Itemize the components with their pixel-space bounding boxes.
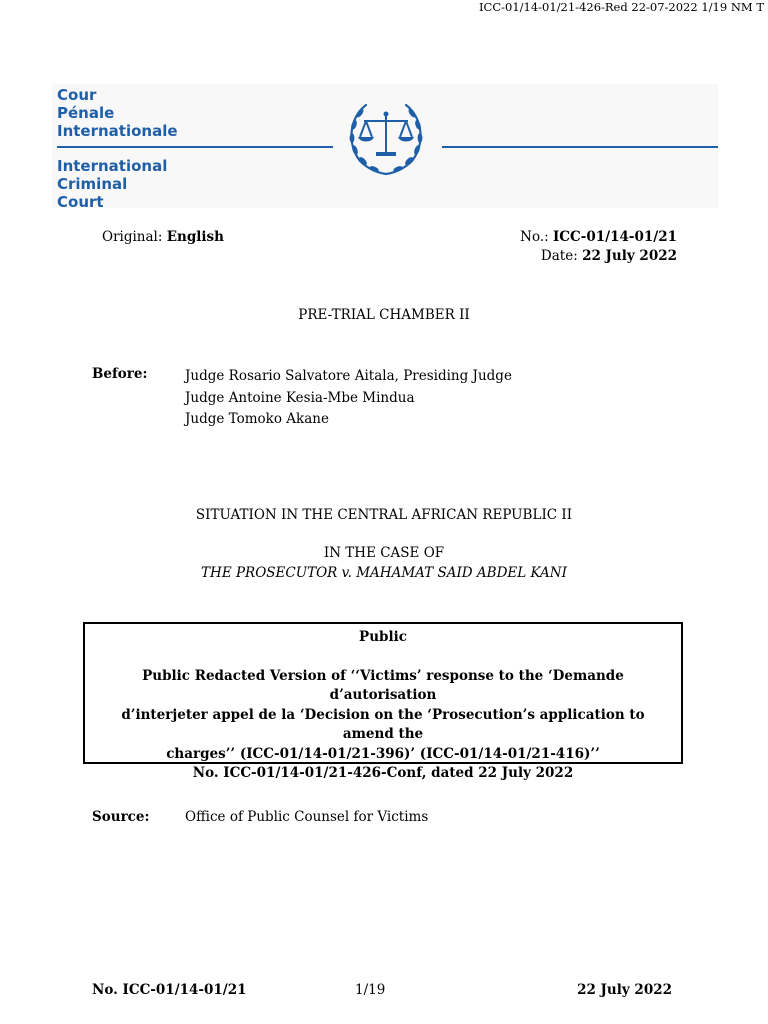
scales-of-justice-icon <box>336 95 436 177</box>
court-name-line: Pénale <box>57 104 115 122</box>
judge-name: Judge Tomoko Akane <box>185 411 329 427</box>
document-title-line: Public Redacted Version of ‘‘Victims’ response to the ‘Demande d’autorisation <box>142 667 624 703</box>
original-language <box>102 229 224 245</box>
classification-label: Public <box>359 629 407 645</box>
court-name-line: Internationale <box>57 122 178 140</box>
date-label: Date: <box>540 248 578 264</box>
document-title-line: d’interjeter appel de la ‘Decision on the ‘Prosecution’s application to amend the <box>121 706 645 742</box>
court-name-line: Cour <box>57 86 97 104</box>
source-value: Office of Public Counsel for Victims <box>185 809 429 825</box>
court-name-line: Court <box>57 193 104 211</box>
court-name-line: International <box>57 157 168 175</box>
footer-date: 22 July 2022 <box>577 982 672 998</box>
case-intro: IN THE CASE OF <box>323 545 445 561</box>
court-name-french <box>57 86 178 140</box>
document-title-line: No. ICC-01/14-01/21-426-Conf, dated 22 July 2022 <box>192 765 574 781</box>
source-label: Source: <box>92 809 150 825</box>
before-label: Before: <box>92 366 148 382</box>
judges-list <box>185 366 512 431</box>
court-name-english <box>57 157 167 211</box>
case-number <box>520 229 677 245</box>
case-number-value: ICC-01/14-01/21 <box>552 229 677 245</box>
footer-case-number: No. ICC-01/14-01/21 <box>92 982 247 998</box>
judge-name: Judge Rosario Salvatore Aitala, Presiding Judge <box>185 368 512 384</box>
case-name: THE PROSECUTOR v. MAHAMAT SAID ABDEL KANI <box>201 565 567 581</box>
court-name-line: Criminal <box>57 175 128 193</box>
footer-page-number: 1/19 <box>355 982 386 998</box>
chamber-heading: PRE-TRIAL CHAMBER II <box>298 307 470 323</box>
logo-divider-left <box>57 146 333 148</box>
document-stamp: ICC-01/14-01/21-426-Red 22-07-2022 1/19 NM T <box>478 0 764 14</box>
original-value: English <box>166 229 224 245</box>
original-label: Original: <box>102 229 163 245</box>
case-number-label: No.: <box>520 229 549 245</box>
judge-name: Judge Antoine Kesia-Mbe Mindua <box>185 389 415 406</box>
situation-heading: SITUATION IN THE CENTRAL AFRICAN REPUBLIC II <box>195 507 573 523</box>
document-title-line: charges’’ (ICC-01/14-01/21-396)’ (ICC-01/14-01/21-416)’’ <box>166 745 600 762</box>
document-date <box>541 248 677 264</box>
date-value: 22 July 2022 <box>582 248 677 264</box>
logo-divider-right <box>442 146 718 148</box>
document-title-box <box>83 622 683 781</box>
